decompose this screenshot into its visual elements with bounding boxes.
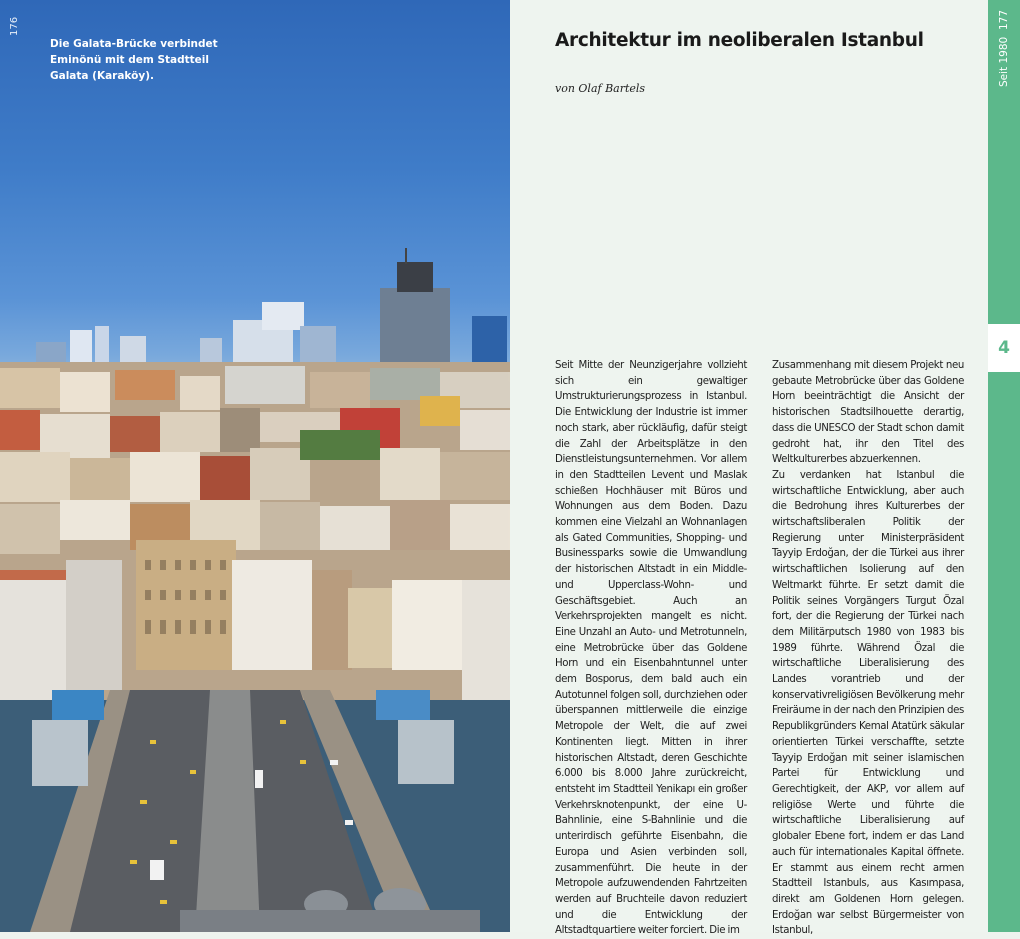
left-page-number: 176 <box>9 16 20 36</box>
chapter-tab: 4 <box>988 324 1020 372</box>
galata-bridge-photo <box>0 0 510 932</box>
article-author: von Olaf Bartels <box>555 82 646 95</box>
sidebar-section-label <box>997 10 1011 85</box>
right-page-number: 177 <box>998 10 1010 31</box>
istanbul-skyline-illustration <box>0 0 510 932</box>
section-label-text: Seit 1980 <box>998 36 1010 87</box>
photo-caption: Die Galata-Brücke verbindet Eminönü mit dem Stadtteil Galata (Karaköy). <box>50 38 218 82</box>
article-page <box>510 0 988 937</box>
column-1-paragraph: Seit Mitte der Neunzigerjahre vollzieht sich ein gewaltiger Umstrukturierungsprozess in Istanbul. Die Entwicklung der Industrie ist immer noch stark, aber rückläufig, dafür steigt die Zahl der Arbeitsplätze in den Dienstleistungsunternehmen. Vor allem in den Stadtteilen Levent und Maslak schießen Hochhäuser mit Büros und Wohnungen aus dem Boden. Dazu kommen eine Vielzahl an Wohnanlagen als Gated Communities, Shopping- und Businessparks sowie die Umwandlung der historischen Altstadt in ein Middle- und Upperclass-Wohn- und Geschäftsgebiet. Auch an Verkehrsprojekten mangelt es nicht. Eine Unzahl an Auto- und Metrotunneln, eine Metrobrücke über das Goldene Horn und ein Eisenbahntunnel unter dem Bosporus, dem bald auch ein Autotunnel folgen soll, durchziehen oder überspannen mittlerweile die einzige Metropole der Welt, die auf zwei Kontinenten liegt. Mitten in ihrer historischen Altstadt, deren Geschichte 6.000 bis 8.000 Jahre zurückreicht, entsteht im Stadtteil Yenikapı ein großer Verkehrsknotenpunkt, der eine U-Bahnlinie, eine S-Bahnlinie und die unterirdisch geführte Eisenbahn, die Europa und Asien verbinden soll, zusammenführt. Die heute in der Metropole aufzuwendenden Fahrtzeiten werden auf Bruchteile davon reduziert und die Entwicklung der Altstadtquartiere weiter forciert. Die im <box>555 360 747 937</box>
column-2-paragraph-1: Zusammenhang mit diesem Projekt neu gebaute Metrobrücke über das Goldene Horn beeinträchtigt die Ansicht der historischen Stadtsilhouette derartig, dass die UNESCO der Stadt schon damit gedroht hat, ihr den Titel des Weltkulturerbes abzuerkennen. <box>772 360 964 466</box>
article-column-1 <box>555 358 747 939</box>
article-title: Architektur im neoliberalen Istanbul <box>555 30 924 51</box>
article-column-2 <box>772 358 964 939</box>
section-sidebar <box>988 0 1020 932</box>
column-2-paragraph-2: Zu verdanken hat Istanbul die wirtschaftliche Entwicklung, aber auch die Bedrohung ihres Kulturerbes der wirtschaftsliberalen Politik der Regierung unter Ministerpräsident Tayyip Erdoğan, der die Türkei aus ihrer wirtschaftlichen Isolierung auf den Weltmarkt führte. Er setzt damit die Politik seines Vorgängers Turgut Özal fort, der die Regierung der Türkei nach dem Militärputsch 1980 von 1983 bis 1989 führte. Während Özal die wirtschaftliche Liberalisierung des Landes vorantrieb und der konservativreligiösen Bevölkerung mehr Freiräume in der nach den Prinzipien des Republikgründers Kemal Atatürk säkular orientierten Türkei verschaffte, setzte Tayyip Erdoğan mit seiner islamischen Partei für Entwicklung und Gerechtigkeit, der AKP, vor allem auf religiöse Werte und führte die wirtschaftliche Liberalisierung auf globaler Ebene fort, indem er das Land auch für internationales Kapital öffnete. Er stammt aus einem recht armen Stadtteil Istanbuls, aus Kasımpasa, direkt am Goldenen Horn gelegen. Erdoğan war selbst Bürgermeister von Istanbul, <box>772 469 964 937</box>
